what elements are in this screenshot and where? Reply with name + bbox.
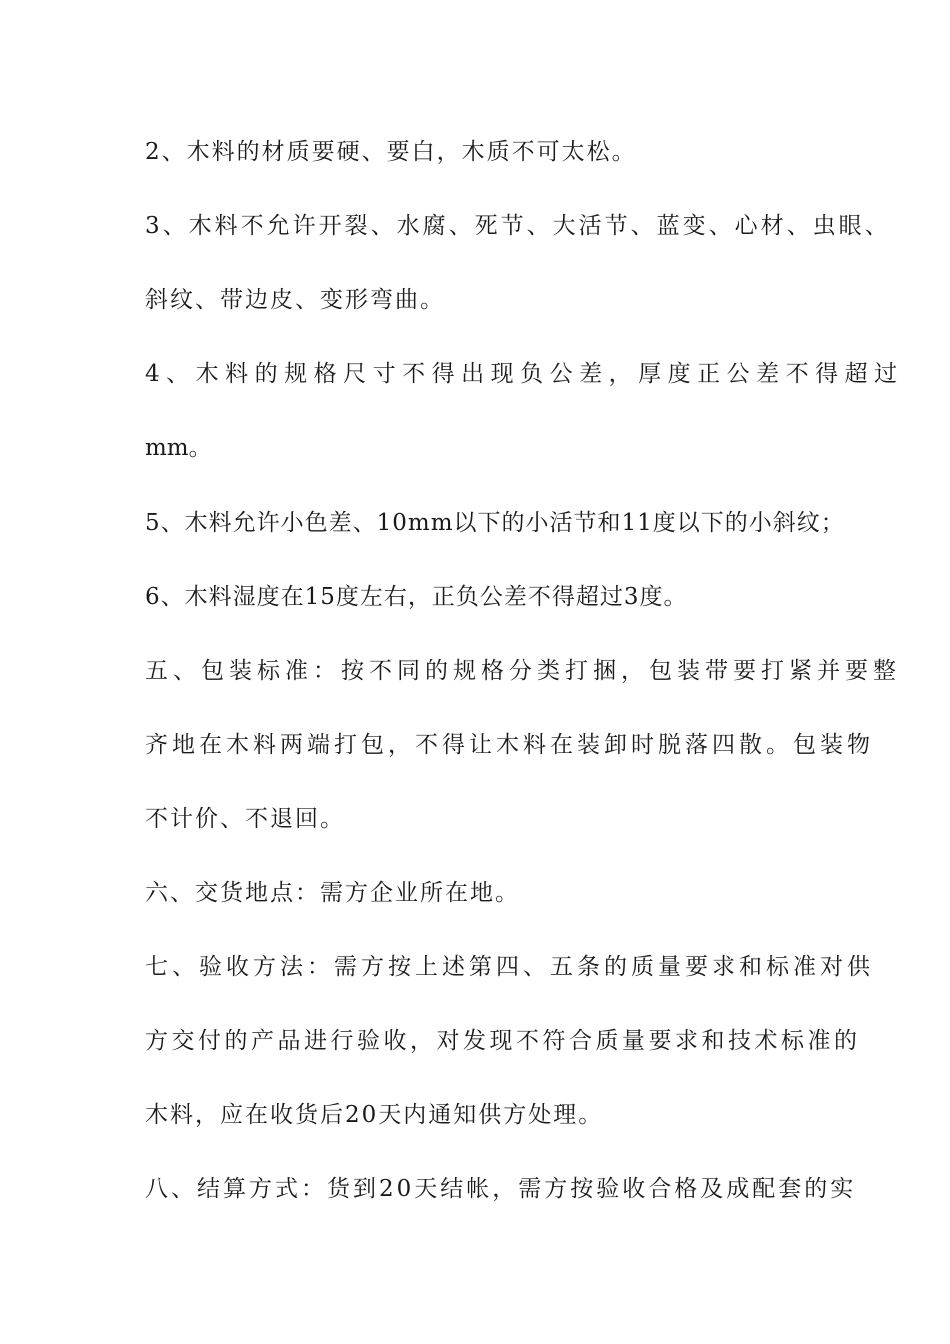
text-line: 六、交货地点：需方企业所在地。 [145, 880, 520, 906]
text-line: 5、木料允许小色差、10mm以下的小活节和11度以下的小斜纹； [145, 510, 845, 536]
text-line: 八、结算方式：货到20天结帐，需方按验收合格及成配套的实 [145, 1176, 857, 1202]
text-line: 3、木料不允许开裂、水腐、死节、大活节、蓝变、心材、虫眼、 [145, 213, 891, 239]
text-line: 斜纹、带边皮、变形弯曲。 [145, 287, 445, 313]
text-line: 五、包装标准：按不同的规格分类打捆，包装带要打紧并要整 [145, 658, 901, 684]
text-line: 4、木料的规格尺寸不得出现负公差，厚度正公差不得超过 [145, 361, 904, 387]
text-line: 七、验收方法：需方按上述第四、五条的质量要求和标准对供 [145, 954, 874, 980]
text-line: 6、木料湿度在15度左右，正负公差不得超过3度。 [145, 584, 688, 610]
text-line: 方交付的产品进行验收，对发现不符合质量要求和技术标准的 [145, 1028, 861, 1054]
text-line: 齐地在木料两端打包，不得让木料在装卸时脱落四散。包装物 [145, 732, 874, 758]
text-line: mm。 [145, 435, 212, 461]
text-line: 2、木料的材质要硬、要白，木质不可太松。 [145, 139, 637, 165]
text-line: 木料，应在收货后20天内通知供方处理。 [145, 1102, 604, 1128]
text-line: 不计价、不退回。 [145, 806, 345, 832]
